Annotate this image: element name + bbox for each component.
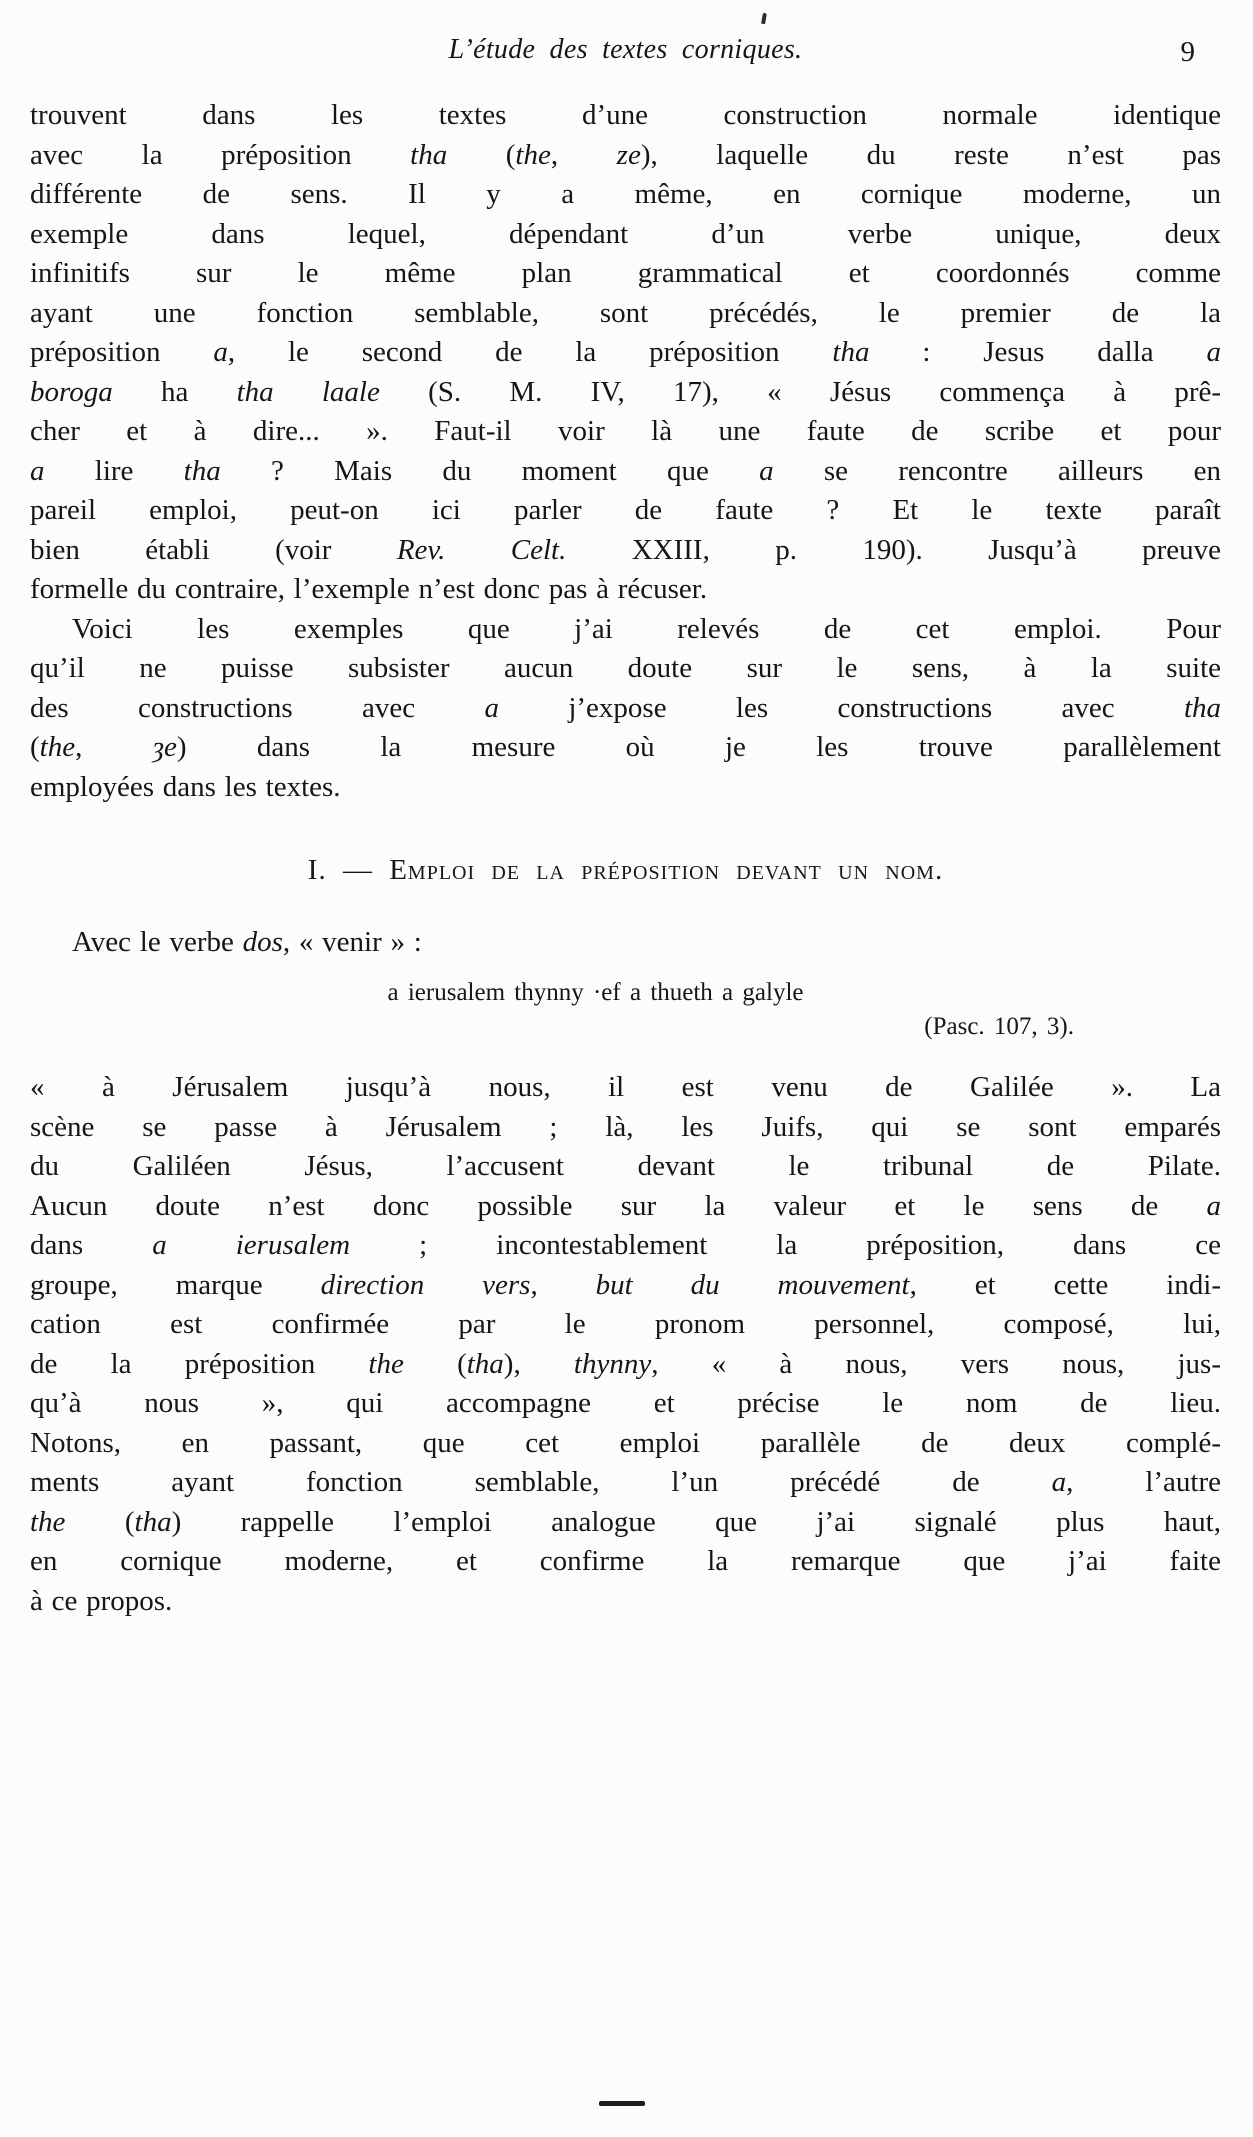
text-segment: tha (832, 336, 870, 368)
text-segment: ze (616, 138, 641, 171)
text-segment: « à Jérusalem jusqu’à nous, il est venu de Galilée ». La (30, 1071, 1221, 1103)
text-line (30, 649, 1221, 689)
quote-line: a ierusalem thynny ·ef a thueth a galyle (387, 979, 804, 1006)
text-segment: scène se passe à Jérusalem ; là, les Juifs, qui se sont emparés (30, 1110, 1221, 1143)
scan-artifact (599, 2101, 645, 2106)
text-segment: , et cette indi- (909, 1268, 1221, 1301)
text-segment: ) dans la mesure où je les trouve parallèlement (176, 731, 1221, 763)
text-segment: à ce propos. (30, 1584, 173, 1617)
text-segment: , (550, 138, 617, 171)
text-segment: en cornique moderne, et confirme la remarque que j’ai faite (30, 1545, 1221, 1577)
text-line (30, 1266, 1221, 1306)
text-segment: dans (30, 1229, 153, 1261)
running-title: L’étude des textes corniques. (448, 34, 803, 65)
text-segment: tha laale (236, 375, 380, 408)
text-segment: ayant une fonction semblable, sont précédés, le premier de la (30, 296, 1221, 329)
text-segment: Voici les exemples que j’ai relevés de cet emploi. Pour (72, 612, 1221, 645)
text-line (30, 1226, 1221, 1266)
text-line (30, 1384, 1221, 1424)
page-header (30, 34, 1221, 80)
text-segment: Rev. Celt. (396, 533, 567, 566)
text-line (30, 1305, 1221, 1345)
text-segment: (S. M. IV, 17), « Jésus commença à prê- (379, 375, 1222, 408)
text-segment: ( (447, 138, 516, 171)
text-line (30, 294, 1221, 334)
text-segment: groupe, marque (30, 1268, 321, 1301)
text-segment: ( (65, 1505, 135, 1538)
text-segment: , « venir » : (282, 925, 422, 958)
text-segment: tha (466, 1347, 504, 1380)
text-segment: qu’il ne puisse subsister aucun doute sur le sens, à la suite (30, 652, 1221, 684)
text-segment: a (1206, 336, 1221, 368)
text-segment: se rencontre ailleurs en (773, 454, 1221, 487)
text-line (30, 136, 1221, 176)
text-segment: formelle du contraire, l’exemple n’est donc pas à récuser. (30, 573, 708, 605)
text-line (30, 923, 1221, 963)
text-line (30, 1503, 1221, 1543)
text-segment: tha (410, 138, 448, 171)
text-line (30, 1463, 1221, 1503)
text-segment: infinitifs sur le même plan grammatical et coordonnés comme (30, 257, 1221, 289)
text-line (30, 333, 1221, 373)
paragraph (30, 610, 1221, 808)
text-segment: thynny (573, 1347, 652, 1380)
paragraph (30, 1068, 1221, 1621)
text-segment: ( (30, 731, 40, 763)
text-segment: Avec le verbe (72, 925, 243, 958)
text-segment: a ierusalem (152, 1229, 351, 1261)
text-line (30, 1187, 1221, 1227)
text-line (30, 689, 1221, 729)
text-segment: des constructions avec (30, 691, 485, 724)
text-line (30, 610, 1221, 650)
text-segment: bien établi (voir (30, 533, 397, 566)
text-line (30, 1147, 1221, 1187)
text-segment: employées dans les textes. (30, 770, 341, 803)
text-segment: a (759, 454, 774, 487)
text-segment: , (530, 1268, 596, 1301)
text-segment: ; incontestablement la préposition, dans ce (350, 1229, 1221, 1261)
text-segment: Aucun doute n’est donc possible sur la valeur et le sens de (30, 1189, 1207, 1222)
text-segment: a (1051, 1466, 1067, 1498)
text-line (30, 175, 1221, 215)
text-line (30, 373, 1221, 413)
text-line (30, 452, 1221, 492)
text-segment: a (484, 691, 499, 724)
text-segment: tha (134, 1505, 172, 1538)
text-segment: ) rappelle l’emploi analogue que j’ai signalé plus haut, (171, 1505, 1221, 1538)
text-segment: XXIII, p. 190). Jusqu’à preuve (566, 533, 1221, 566)
text-segment: a (30, 454, 45, 487)
text-segment: dos (242, 925, 283, 958)
text-segment: a (213, 336, 228, 368)
text-line (30, 1424, 1221, 1464)
text-segment: ha (112, 375, 237, 408)
text-segment: : Jesus dalla (869, 336, 1207, 368)
text-segment: préposition (30, 336, 214, 368)
text-segment: the (39, 731, 76, 763)
text-segment: , le second de la préposition (227, 336, 833, 368)
text-line (30, 1068, 1221, 1108)
text-segment: tha (1183, 691, 1221, 724)
text-segment: ments ayant fonction semblable, l’un précédé de (30, 1466, 1052, 1498)
text-line (30, 728, 1221, 768)
text-segment: , « à nous, vers nous, jus- (651, 1347, 1221, 1380)
text-segment: Notons, en passant, que cet emploi parallèle de deux complé- (30, 1426, 1221, 1459)
text-segment: , (75, 731, 153, 763)
text-segment: , l’autre (1066, 1466, 1221, 1498)
text-segment: direction vers (320, 1268, 531, 1301)
text-segment: ), (503, 1347, 574, 1380)
text-line (30, 570, 1221, 610)
text-segment: trouvent dans les textes d’une construction normale identique (30, 99, 1221, 131)
text-line (30, 768, 1221, 808)
text-segment: cher et à dire... ». Faut-il voir là une faute de scribe et pour (30, 415, 1221, 447)
text-segment: différente de sens. Il y a même, en cornique moderne, un (30, 178, 1221, 210)
text-segment: cation est confirmée par le pronom personnel, composé, lui, (30, 1308, 1221, 1340)
text-segment: ), laquelle du reste n’est pas (640, 138, 1221, 171)
text-segment: de la préposition (30, 1347, 369, 1380)
text-segment: ( (403, 1347, 467, 1380)
text-segment: ȝe (152, 731, 177, 763)
section-heading: I. — Emploi de la préposition devant un nom. (307, 854, 944, 886)
text-line (30, 1582, 1221, 1622)
text-segment: tha (183, 454, 221, 487)
text-line (30, 412, 1221, 452)
text-line (30, 1542, 1221, 1582)
text-segment: lire (44, 454, 184, 487)
text-segment: boroga (30, 375, 113, 408)
page-body (30, 96, 1221, 1621)
text-segment: but du mouvement (595, 1268, 910, 1301)
verse-quote (30, 976, 1221, 1044)
text-segment: the (368, 1347, 404, 1380)
text-line (30, 491, 1221, 531)
text-segment: du Galiléen Jésus, l’accusent devant le tribunal de Pilate. (30, 1150, 1221, 1182)
text-segment: avec la préposition (30, 138, 411, 171)
text-segment: the (515, 138, 551, 171)
paragraph (30, 923, 1221, 963)
text-line (30, 254, 1221, 294)
text-segment: j’expose les constructions avec (498, 691, 1184, 724)
paragraph (30, 96, 1221, 610)
text-segment: the (30, 1505, 66, 1538)
text-line (30, 531, 1221, 571)
quote-reference: (Pasc. 107, 3). (924, 1013, 1074, 1040)
text-segment: ? Mais du moment que (220, 454, 760, 487)
text-segment: exemple dans lequel, dépendant d’un verbe unique, deux (30, 217, 1221, 250)
text-line (30, 1345, 1221, 1385)
text-line (30, 96, 1221, 136)
text-segment: qu’à nous », qui accompagne et précise le nom de lieu. (30, 1387, 1221, 1419)
text-line (30, 215, 1221, 255)
text-segment: a (1206, 1189, 1221, 1222)
page-number: 9 (1180, 36, 1195, 68)
text-line (30, 1108, 1221, 1148)
text-segment: pareil emploi, peut-on ici parler de faute ? Et le texte paraît (30, 494, 1221, 526)
